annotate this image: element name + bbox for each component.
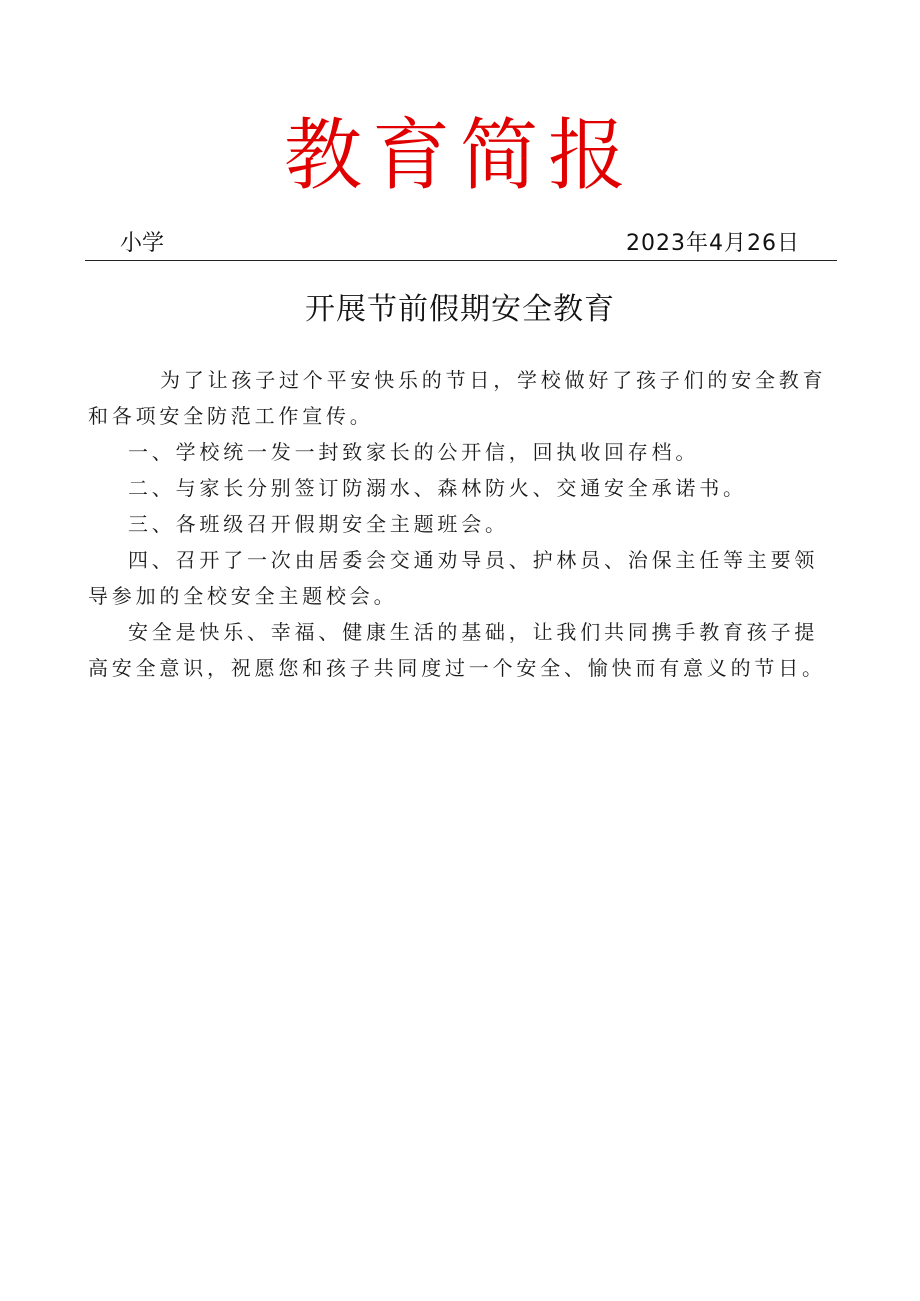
paragraph-item-2: 二、与家长分别签订防溺水、森林防火、交通安全承诺书。 — [128, 476, 747, 500]
paragraph-closing: 安全是快乐、幸福、健康生活的基础，让我们共同携手教育孩子提高安全意识，祝愿您和孩子共同度过一个安全、愉快而有意义的节日。 — [88, 620, 826, 680]
header-divider — [85, 260, 837, 261]
paragraph-item-4: 四、召开了一次由居委会交通劝导员、护林员、治保主任等主要领导参加的全校安全主题校会。 — [88, 548, 819, 608]
masthead-title: 教育简报 — [283, 111, 636, 201]
article-title: 开展节前假期安全教育 — [305, 292, 615, 327]
paragraph-item-3: 三、各班级召开假期安全主题班会。 — [128, 512, 509, 536]
paragraph-item-1: 一、学校统一发一封致家长的公开信，回执收回存档。 — [128, 440, 700, 464]
issue-date: 2023年4月26日 — [626, 231, 800, 256]
meta-row — [88, 228, 836, 260]
paragraph-intro: 为了让孩子过个平安快乐的节日，学校做好了孩子们的安全教育和各项安全防范工作宣传。 — [88, 368, 827, 428]
article-body — [88, 362, 836, 686]
school-name: 小学 — [120, 231, 165, 256]
